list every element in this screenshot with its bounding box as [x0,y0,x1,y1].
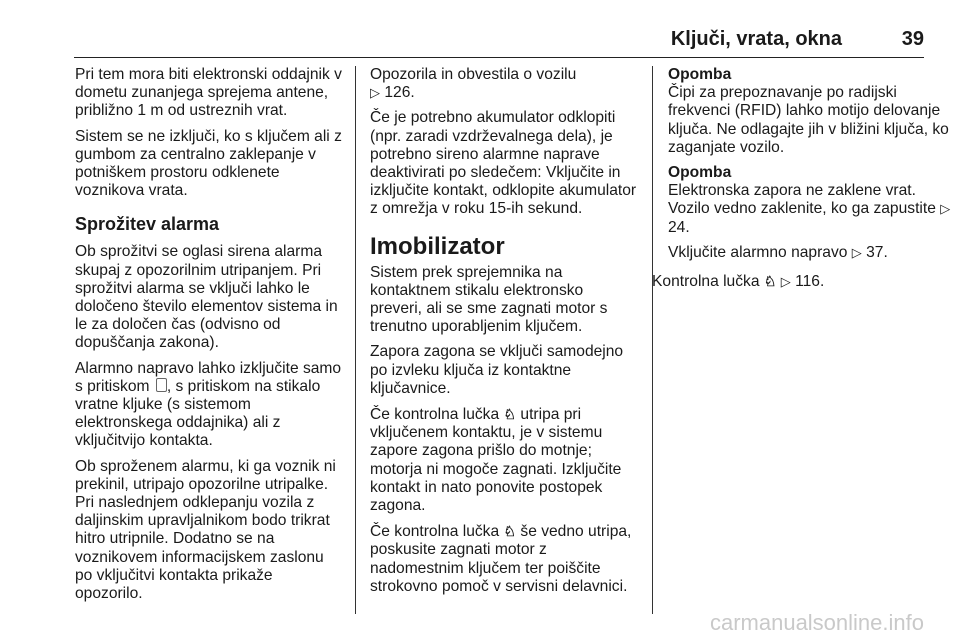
column-divider-1 [355,66,356,614]
note-title: Opomba [668,164,732,182]
page-reference: 116. [795,273,825,291]
column-1 [75,66,343,610]
header-rule [74,57,924,58]
page-reference: 24. [668,218,690,236]
note-text: Čipi za prepoznavanje po radijski frekvenci (RFID) lahko motijo delovanje ključa. Ne odlagajte jih v bližini ključa, ko zaganjate vozilo. [668,84,949,156]
text: Opozorila in obvestila o vozilu [370,66,577,83]
text: še vedno utripa, poskusite zagnati motor z nadomestnim ključem ter poiščite strokovno pomoč v servisni delavnici. [370,523,632,595]
text: utripa pri vključenem kontaktu, je v sistemu zapore zagona prišlo do motnje; motorja ni mogoče zagnati. Izključite kontakt in nato ponovite postopek zagona. [370,406,622,515]
paragraph [370,522,638,596]
immobilizer-light-icon: ♘ [503,523,517,540]
text: Vključite alarmno napravo [668,243,848,261]
immobilizer-light-icon: ♘ [763,273,777,290]
page-title: Ključi, vrata, okna [670,28,842,50]
page-reference: 126. [384,84,415,102]
text: Elektronska zapora ne zaklene vrat. Vozilo vedno zaklenite, ko ga zapustite [668,182,936,218]
page-header [0,0,960,58]
reference-arrow-icon: ▷ [780,274,791,290]
column-3 [652,66,958,298]
reference-arrow-icon: ▷ [940,201,951,217]
column-2 [370,66,638,603]
watermark: carmanualsonline.info [709,610,924,635]
page-number: 39 [901,28,924,50]
column-divider-2 [652,66,653,614]
text: , s pritiskom na stikalo vratne kljuke (s sistemom elektronskega oddajnika) ali z vključitvijo kontakta. [75,377,321,450]
text: Kontrolna lučka [652,273,760,291]
paragraph [75,360,343,451]
text: Alarmno napravo lahko izključite samo s pritiskom [75,359,342,395]
reference-arrow-icon: ▷ [851,244,862,260]
paragraph: Sistem se ne izključi, ko s ključem ali z gumbom za centralno zaklepanje v potniškem prostoru odklenete voznikova vrata. [75,127,342,200]
paragraph: Ob sprožitvi se oglasi sirena alarma skupaj z opozorilnim utripanjem. Pri sprožitvi alarma se vključi lahko le določeno število elementov sistema in le za določen čas (odvisno od dopuščanja zakona). [75,243,338,352]
section-heading-alarm: Sprožitev alarma [75,214,220,235]
paragraph [668,244,958,262]
paragraph [652,272,958,291]
reference-arrow-icon: ▷ [370,85,380,101]
paragraph: Če je potrebno akumulator odklopiti (npr. zaradi vzdrževalnega dela), je potrebno sireno alarmne naprave deaktivirati po sledečem: Vključite in izključite kontakt, odklopite akumulator z omrežja v roku 15-ih sekund. [370,109,637,218]
note-text [668,182,958,237]
paragraph: Sistem prek sprejemnika na kontaktnem stikalu elektronsko preveri, ali se sme zagnati motor s trenutno uporabljenim ključem. [370,263,608,336]
paragraph [370,405,638,515]
paragraph: Zapora zagona se vključi samodejno po izvleku ključa iz kontaktne ključavnice. [370,343,624,397]
note-title: Opomba [668,66,732,83]
paragraph: Pri tem mora biti elektronski oddajnik v dometu zunanjega sprejema antene, približno 1 m od ustreznih vrat. [75,66,342,120]
paragraph: Ob sproženem alarmu, ki ga voznik ni prekinil, utripajo opozorilne utripalke. Pri naslednjem odklepanju vozila z daljinskim upravljalnikom bodo trikrat hitro utripnile. Dodatno se na voznikovem informacijskem zaslonu po vključitvi kontakta prikaže opozorilo. [75,457,336,603]
text: Če kontrolna lučka [370,523,500,541]
immobilizer-light-icon: ♘ [503,406,517,423]
paragraph [370,66,638,102]
section-heading-immobilizer: Imobilizator [370,232,505,260]
unlock-button-icon [156,378,167,392]
page-reference: 37. [866,243,888,261]
text: Če kontrolna lučka [370,406,500,424]
